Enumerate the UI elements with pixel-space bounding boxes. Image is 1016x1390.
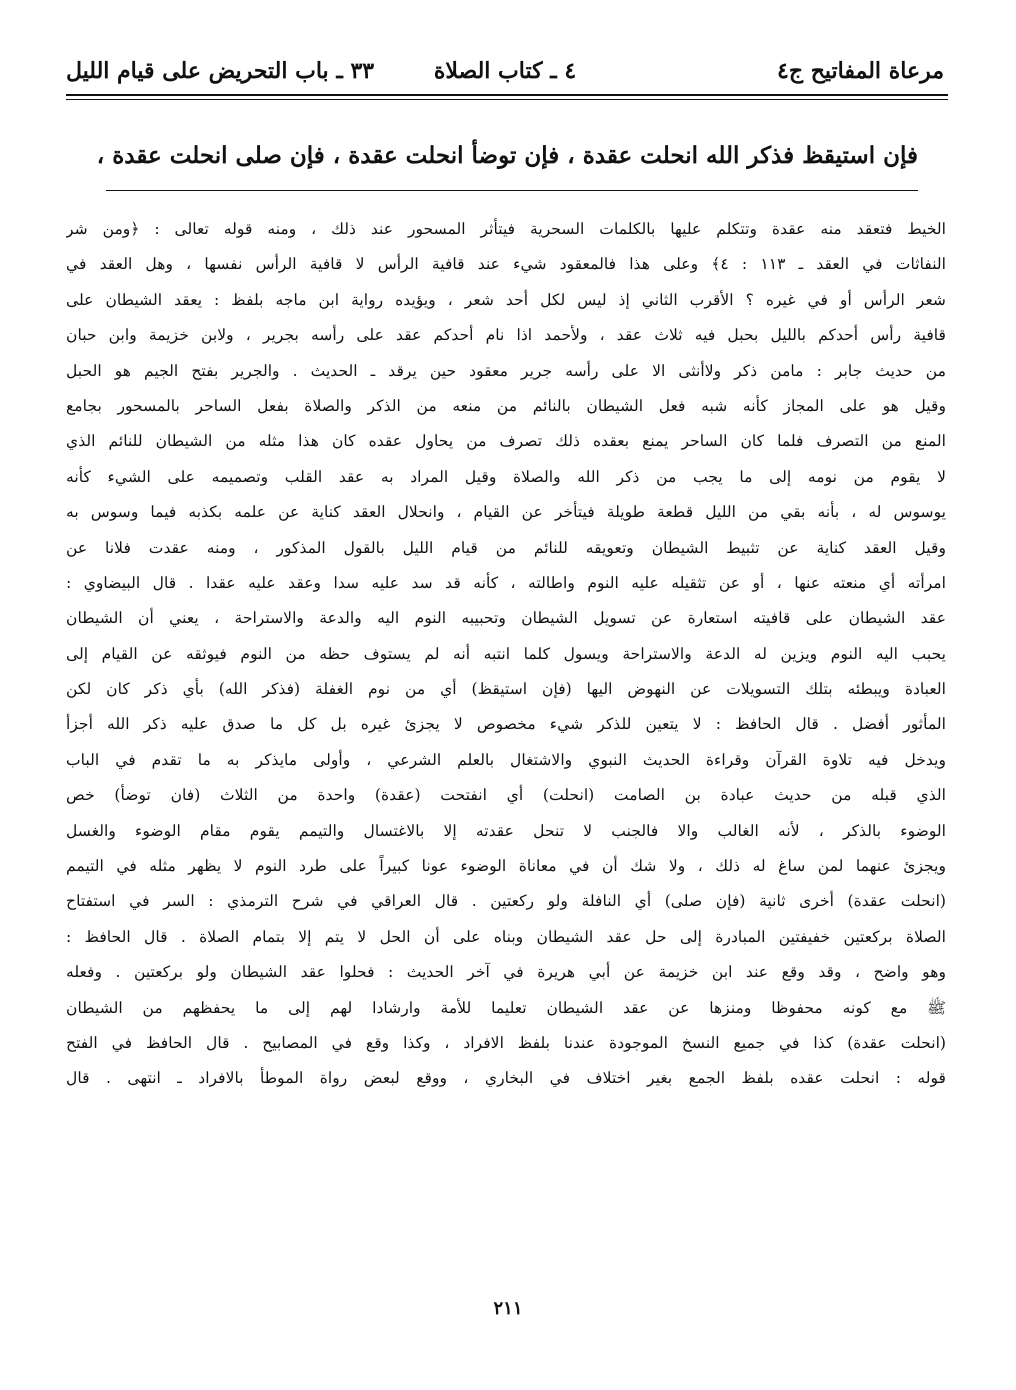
commentary-line: (انحلت عقدة) أخرى ثانية (فإن صلى) أي النافلة ولو ركعتين . قال العراقي في شرح الترمذي : السر في استفتاح [66, 892, 946, 911]
commentary-line: (انحلت عقدة) كذا في جميع النسخ الموجودة عندنا بلفظ الافراد ، وكذا وقع في المصابيح . قال الحافظ في الفتح [66, 1033, 946, 1052]
commentary-line: يحبب اليه النوم ويزين له الدعة والاستراحة ويسول كلما انتبه أنه لم يستوف حظه من النوم فيوثقه عن القيام إلى [66, 644, 946, 663]
commentary-line: ويجزئ عنهما لمن ساغ له ذلك ، ولا شك أن في معاناة الوضوء عونا كبيراً على طرد النوم لا يظهر مثله في التيمم [66, 857, 946, 876]
commentary-line: العبادة ويبطئه بتلك التسويلات عن النهوض اليها (فإن استيقظ) أي من نوم الغفلة (فذكر الله) بأي ذكر كان لكن [66, 680, 946, 699]
header-book-title: مرعاة المفاتيح ج٤ [777, 58, 944, 84]
header-section: ٣٣ ـ باب التحريض على قيام الليل [66, 58, 375, 84]
commentary-line: الذي قبله من حديث عبادة بن الصامت (انحلت) أي انفتحت (عقدة) واحدة من الثلاث (فان توضأ) خص [66, 786, 946, 805]
header-rule-bottom [66, 99, 948, 100]
commentary-line: امرأته أي منعته عنها ، أو عن تثقيله عليه النوم واطالته ، كأنه قد سد عليه سدا وعقد عليه عقدا . قال البيضاوي : [66, 573, 946, 592]
commentary-line: يوسوس له ، بأنه بقي من الليل قطعة طويلة فيتأخر عن القيام ، وانحلال العقد كناية عن علمه بكذبه فيما وسوس به [66, 503, 946, 522]
header-rule-top [66, 94, 948, 96]
commentary-line: لا يقوم من نومه إلى ما يجب من ذكر الله والصلاة وقيل المراد به عقد القلب وتصميمه على الشيء كأنه [66, 467, 946, 486]
commentary-line: ويدخل فيه تلاوة القرآن وقراءة الحديث النبوي والاشتغال بالعلم الشرعي ، وأولى مايذكر به ما تقدم في الباب [66, 750, 946, 769]
commentary [66, 212, 946, 1282]
commentary-line: من حديث جابر : مامن ذكر ولاأنثى الا على رأسه جرير معقود حين يرقد ـ الحديث . والجرير بفتح الجيم هو الحبل [66, 361, 946, 380]
commentary-line: قافية رأس أحدكم بالليل بحبل فيه ثلاث عقد ، ولأحمد اذا نام أحدكم عقد على رأسه بجرير ، ولابن خزيمة وابن حبان [66, 326, 946, 345]
commentary-line: شعر الرأس أو في غيره ؟ الأقرب الثاني إذ ليس لكل أحد شعر ، ويؤيده رواية ابن ماجه بلفظ : يعقد الشيطان على [66, 290, 946, 309]
commentary-line: الصلاة بركعتين خفيفتين المبادرة إلى حل عقد الشيطان وبناه على أن الحل لا يتم إلا بتمام الصلاة . قال الحافظ : [66, 927, 946, 946]
commentary-line: وقيل العقد كناية عن تثبيط الشيطان وتعويقه للنائم من قيام الليل بالقول المذكور ، ومنه عقدت فلانا عن [66, 538, 946, 557]
page-number: ٢١١ [493, 1298, 523, 1319]
running-header [66, 52, 944, 92]
commentary-line: قوله : انحلت عقده بلفظ الجمع بغير اختلاف في البخاري ، ووقع لبعض رواة الموطأ بالافراد ـ انتهى . قال [66, 1069, 946, 1088]
commentary-line: الوضوء بالذكر ، لأنه الغالب والا فالجنب لا تنحل عقدته إلا بالاغتسال والتيمم يقوم مقام الوضوء والغسل [66, 821, 946, 840]
matn-separator [106, 190, 918, 191]
commentary-line: النفاثات في العقد ـ ١١٣ : ٤﴾ وعلى هذا فالمعقود شيء عند قافية الرأس لا قافية الرأس نفسها ، وهل العقد في [66, 255, 946, 274]
commentary-line: ﷺ مع كونه محفوظا ومنزها عن عقد الشيطان تعليما للأمة وارشادا لهم إلى ما يحفظهم من الشيطان [66, 998, 946, 1017]
commentary-line: المأثور أفضل . قال الحافظ : لا يتعين للذكر شيء مخصوص لا يجزئ غيره بل كل ما صدق عليه ذكر الله أجزأ [66, 715, 946, 734]
commentary-line: الخيط فتعقد منه عقدة وتتكلم عليها بالكلمات السحرية فيتأثر المسحور عند ذلك ، ومنه قوله تعالى : ﴿ومن شر [66, 220, 946, 238]
header-chapter: ٤ ـ كتاب الصلاة [433, 58, 577, 84]
commentary-line: عقد الشيطان على قافيته استعارة عن تسويل الشيطان وتحبيبه النوم اليه والدعة والاستراحة ، يعني أن الشيطان [66, 609, 946, 628]
commentary-line: المنع من التصرف فلما كان الساحر يمنع بعقده ذلك تصرف من يحاول عقده كان هذا مثله من الشيطان للنائم الذي [66, 432, 946, 451]
commentary-line: وقيل هو على المجاز كأنه شبه فعل الشيطان بالنائم من منعه من الذكر والصلاة بفعل الساحر بالمسحور بجامع [66, 396, 946, 415]
commentary-line: وهو واضح ، وقد وقع عند ابن خزيمة عن أبي هريرة في آخر الحديث : فحلوا عقد الشيطان ولو بركعتين . وفعله [66, 963, 946, 982]
hadith-text: فإن استيقظ فذكر الله انحلت عقدة ، فإن توضأ انحلت عقدة ، فإن صلى انحلت عقدة ، [96, 142, 918, 169]
